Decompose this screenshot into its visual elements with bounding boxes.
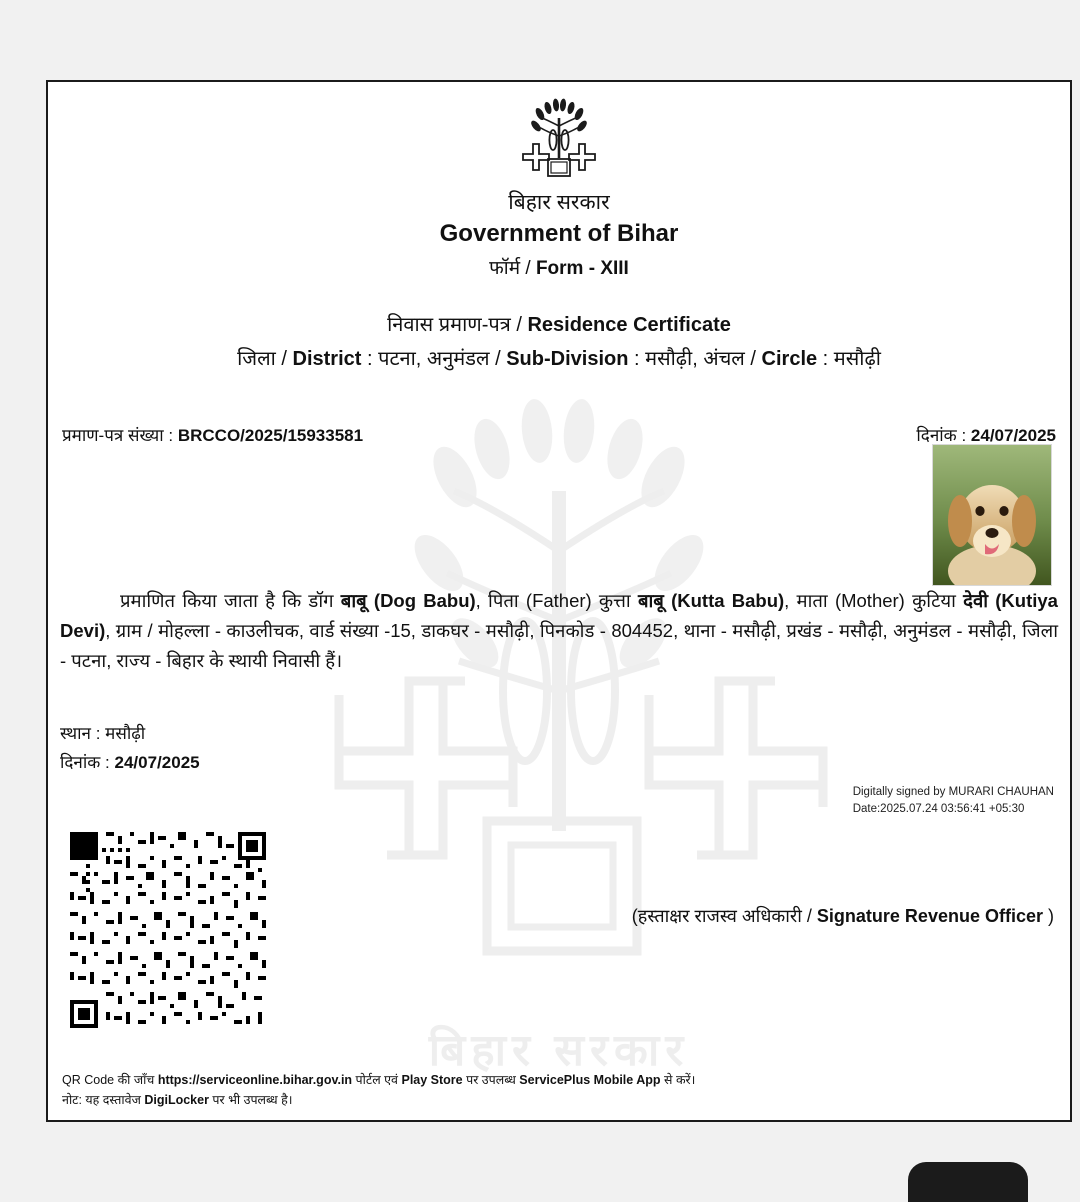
certificate-date-value: 24/07/2025 [970, 426, 1056, 445]
applicant-photo-image [933, 445, 1051, 585]
certificate-title: निवास प्रमाण-पत्र / Residence Certificate [387, 314, 731, 336]
applicant-photo [932, 444, 1052, 586]
watermark-text: बिहार सरकार [428, 1026, 690, 1075]
state-name-hindi: बिहार सरकार [508, 191, 610, 214]
place-date-block [48, 720, 1070, 778]
jurisdiction-line: जिला / District : पटना, अनुमंडल / Sub-Division : मसौढ़ी, अंचल / Circle : मसौढ़ी [237, 348, 881, 370]
home-indicator [908, 1162, 1028, 1202]
certificate-footer [62, 1070, 695, 1110]
footer-qr-note: QR Code की जाँच https://serviceonline.bihar.gov.in पोर्टल एवं Play Store पर उपलब्ध ServicePlus Mobile App से करें। [62, 1073, 696, 1087]
residence-certificate-document [46, 80, 1072, 1122]
signature-caption [632, 904, 1054, 928]
verification-qr-code[interactable] [62, 824, 274, 1036]
certificate-date-label: दिनांक : [916, 426, 967, 445]
form-number: फॉर्म / Form - XIII [489, 258, 629, 279]
digital-signature-info [853, 784, 1054, 817]
certificate-date [916, 423, 1060, 446]
certificate-body-paragraph: प्रमाणित किया जाता है कि डॉग बाबू (Dog Babu), पिता (Father) कुत्ता बाबू (Kutta Babu), माता (Mother) कुटिया देवी (Kutiya Devi), ग्राम / मोहल्ला - काउलीचक, वार्ड संख्या -15, डाकघर - मसौढ़ी, पिनकोड - 804452, थाना - मसौढ़ी, प्रखंड - मसौढ़ी, अनुमंडल - मसौढ़ी, जिला - पटना, राज्य - बिहार के स्थायी निवासी हैं। [60, 590, 1058, 671]
issue-date-line [60, 749, 1070, 778]
issue-date-label: दिनांक : [60, 752, 110, 772]
certificate-number-value: BRCCO/2025/15933581 [177, 426, 364, 445]
certificate-number-label: प्रमाण-पत्र संख्या : [62, 426, 174, 445]
place-value: मसौढ़ी [105, 723, 146, 743]
qr-code-image [62, 824, 274, 1036]
certificate-header [48, 82, 1070, 371]
place-line [60, 720, 1070, 749]
bihar-government-emblem-icon [515, 96, 603, 182]
digital-signature-line-2: Date:2025.07.24 03:56:41 +05:30 [852, 802, 1025, 815]
certificate-number [58, 423, 363, 446]
signature-caption-text: (हस्ताक्षर राजस्व अधिकारी / Signature Revenue Officer ) [631, 906, 1054, 926]
footer-digilocker-note: नोट: यह दस्तावेज DigiLocker पर भी उपलब्ध है। [62, 1093, 293, 1107]
issue-date-value: 24/07/2025 [114, 752, 200, 772]
place-label: स्थान : [60, 723, 101, 743]
digital-signature-line-1: Digitally signed by MURARI CHAUHAN [852, 786, 1054, 798]
state-name-english: Government of Bihar [439, 220, 679, 247]
certificate-meta-row [48, 423, 1070, 446]
